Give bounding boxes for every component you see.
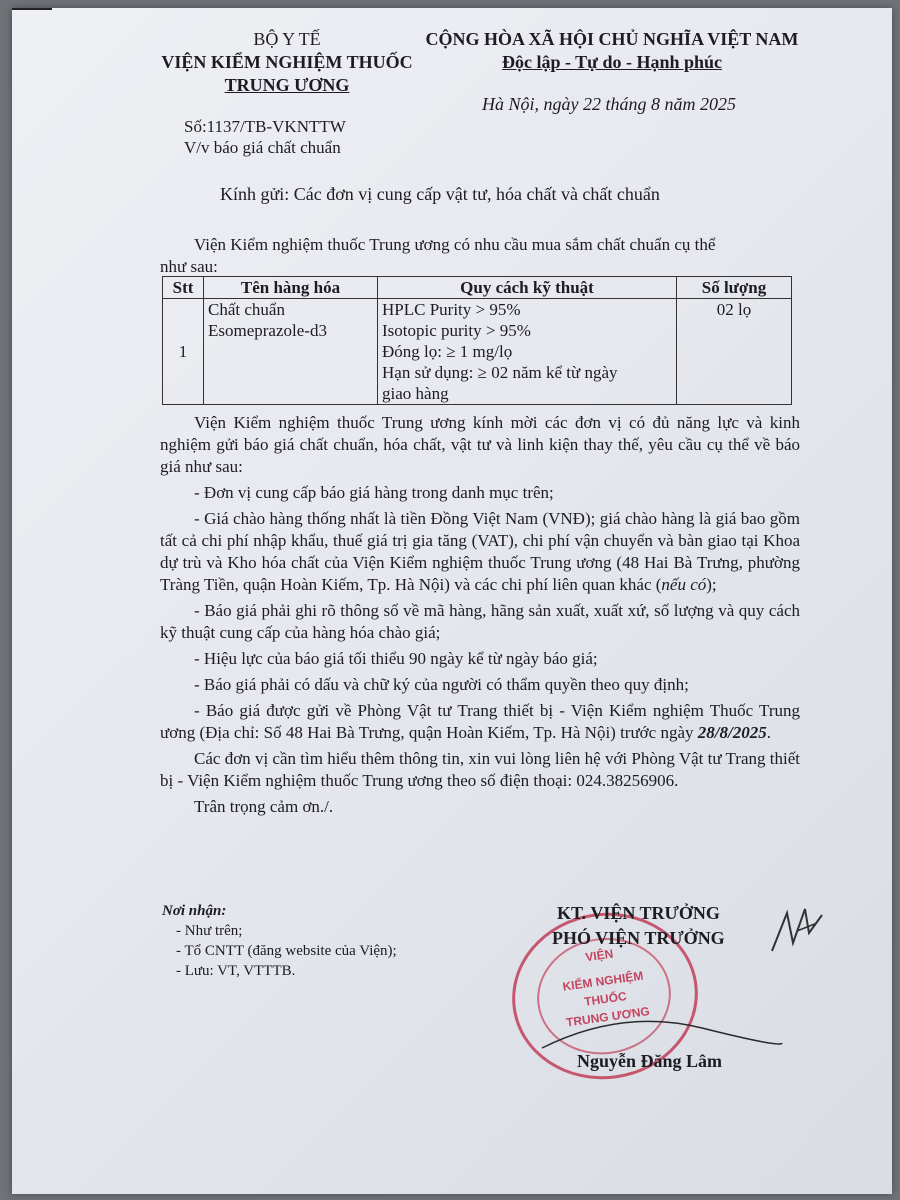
bullet-2: [160, 508, 800, 596]
republic-name: CỘNG HÒA XÃ HỘI CHỦ NGHĨA VIỆT NAM: [425, 29, 799, 49]
bullet-6-end: .: [766, 723, 771, 742]
recipient-item: - Lưu: VT, VTTTB.: [176, 963, 296, 979]
name-line: Esomeprazole-d3: [208, 321, 327, 340]
stamp-text: TRUNG ƯƠNG: [565, 1004, 651, 1030]
document-subject: V/v báo giá chất chuẩn: [184, 138, 341, 157]
name-line: Chất chuẩn: [208, 300, 285, 319]
recipients-title: [162, 901, 482, 921]
recipients-title-colon: :: [221, 903, 227, 919]
institute-name-line2: TRUNG ƯƠNG: [224, 75, 350, 95]
document-ref: [184, 116, 346, 158]
bullet-2-note: nếu có: [661, 575, 707, 594]
institute-name: VIỆN KIỂM NGHIỆM THUỐC: [161, 52, 413, 72]
stamp-text: THUỐC: [583, 989, 628, 1009]
bullet-1: - Đơn vị cung cấp báo giá hàng trong danh mục trên;: [194, 483, 554, 502]
bullet-6: [160, 700, 800, 744]
bullet-4: - Hiệu lực của báo giá tối thiểu 90 ngày kể từ ngày báo giá;: [194, 649, 598, 668]
recipient-item: - Tổ CNTT (đăng website của Viện);: [176, 943, 397, 959]
spec-line: Isotopic purity > 95%: [382, 321, 531, 340]
col-qty: Số lượng: [677, 277, 792, 299]
ministry-name: BỘ Y TẾ: [253, 29, 321, 49]
signer-name: Nguyễn Đăng Lâm: [577, 1051, 723, 1071]
intro-paragraph: [160, 234, 800, 278]
margin-mark: [12, 8, 52, 10]
bullet-3: - Báo giá phải ghi rõ thông số về mã hàng, hãng sản xuất, xuất xứ, số lượng và quy cách kỹ thuật cung cấp của hàng hóa chào giá;: [160, 601, 800, 642]
spec-line: HPLC Purity > 95%: [382, 300, 521, 319]
stamp-text: KIỂM NGHIỆM: [561, 968, 645, 994]
deadline-date: 28/8/2025: [697, 723, 767, 742]
invite-paragraph: Viện Kiểm nghiệm thuốc Trung ương kính mời các đơn vị có đủ năng lực và kinh nghiệm gửi báo giá chất chuẩn, hóa chất, vật tư và linh kiện thay thế, yêu cầu cụ thể về báo giá như sau:: [160, 413, 800, 476]
table-row: [163, 299, 792, 405]
intro-line1: Viện Kiểm nghiệm thuốc Trung ương có nhu cầu mua sắm chất chuẩn cụ thể: [194, 235, 716, 254]
national-header: [417, 28, 807, 74]
table-header-row: [163, 277, 792, 299]
contact-paragraph: Các đơn vị cần tìm hiểu thêm thông tin, xin vui lòng liên hệ với Phòng Vật tư Trang thiết bị - Viện Kiểm nghiệm thuốc Trung ương theo số điện thoại: 024.38256906.: [160, 749, 800, 790]
spec-line: giao hàng: [382, 384, 449, 403]
intro-line2: như sau:: [160, 257, 218, 276]
bullet-5: - Báo giá phải có dấu và chữ ký của người có thẩm quyền theo quy định;: [194, 675, 689, 694]
national-motto: Độc lập - Tự do - Hạnh phúc: [501, 52, 723, 72]
document-page: [12, 8, 892, 1194]
col-name: Tên hàng hóa: [204, 277, 378, 299]
spec-line: Đóng lọ: ≥ 1 mg/lọ: [382, 342, 513, 361]
place-date: Hà Nội, ngày 22 tháng 8 năm 2025: [482, 94, 736, 114]
cell-qty: 02 lọ: [677, 299, 792, 405]
recipients-title-text: Nơi nhận: [162, 903, 222, 919]
bullet-6-text: - Báo giá được gửi về Phòng Vật tư Trang thiết bị - Viện Kiểm nghiệm Thuốc Trung ương (Địa chỉ: Số 48 Hai Bà Trưng, quận Hoàn Kiếm, Tp. Hà Nội) trước ngày: [160, 701, 800, 742]
bullet-2-end: );: [706, 575, 717, 594]
cell-spec: [378, 299, 677, 405]
cell-stt: 1: [163, 299, 204, 405]
goods-table: [162, 276, 792, 405]
signer-title-1: KT. VIỆN TRƯỞNG: [557, 903, 720, 923]
requirements: [160, 412, 800, 818]
signer-title-2: PHÓ VIỆN TRƯỞNG: [552, 928, 725, 948]
recipients-block: [162, 901, 482, 981]
document-number: Số:1137/TB-VKNTTW: [184, 117, 346, 136]
stamp-text: VIỆN: [584, 946, 615, 965]
spec-line: Hạn sử dụng: ≥ 02 năm kể từ ngày: [382, 363, 618, 382]
thanks-line: Trân trọng cảm ơn./.: [194, 797, 334, 816]
issuer-block: [152, 28, 422, 97]
cell-name: [204, 299, 378, 405]
col-spec: Quy cách kỹ thuật: [378, 277, 677, 299]
col-stt: Stt: [163, 277, 204, 299]
recipient-item: - Như trên;: [176, 923, 243, 939]
addressee: Kính gửi: Các đơn vị cung cấp vật tư, hóa chất và chất chuẩn: [220, 184, 660, 204]
handwritten-signature-icon: [767, 903, 827, 958]
bullet-2-text: - Giá chào hàng thống nhất là tiền Đồng Việt Nam (VNĐ); giá chào hàng là giá bao gồm tất cả chi phí nhập khẩu, thuế giá trị gia tăng (VAT), chi phí vận chuyển và bàn giao tại Khoa dự trù và Kho hóa chất của Viện Kiểm nghiệm thuốc Trung ương (48 Hai Bà Trưng, phường Tràng Tiền, quận Hoàn Kiếm, Tp. Hà Nội) và các chi phí liên quan khác (: [160, 509, 800, 594]
